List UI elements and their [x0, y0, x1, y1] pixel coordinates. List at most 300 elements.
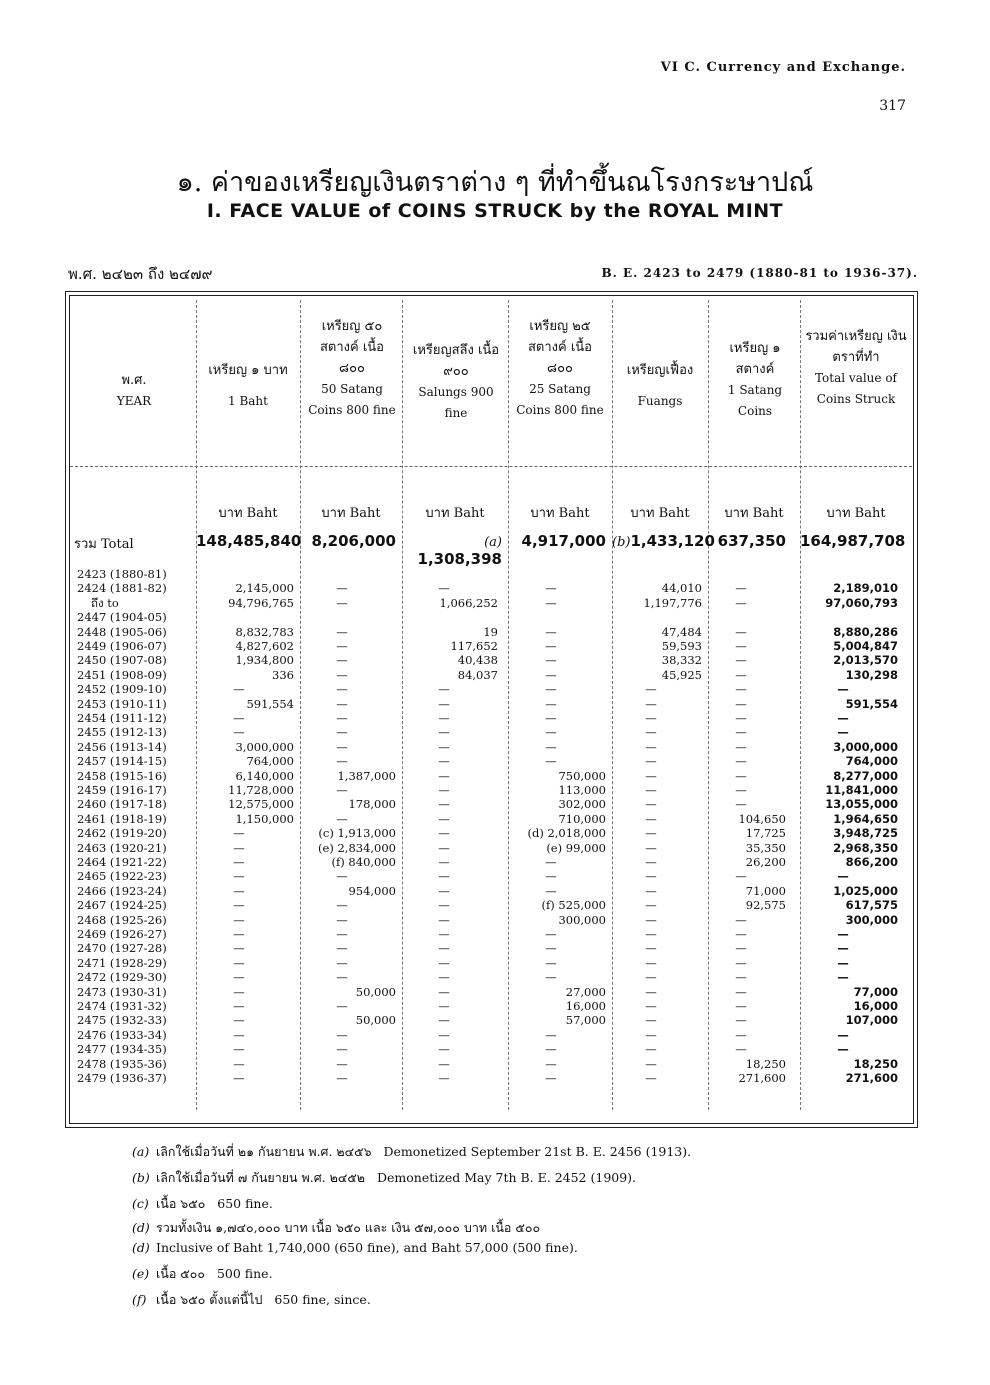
row-year: 2457 (1914-15)	[77, 754, 167, 769]
table-row	[0, 625, 990, 639]
row-cell: —	[645, 711, 657, 725]
row-cell: —	[735, 912, 747, 927]
footnote: (c) เนื้อ ๖๕๐ 650 fine.	[132, 1196, 273, 1211]
row-cell: —	[336, 955, 348, 970]
row-cell: —	[233, 1056, 245, 1071]
table-row	[0, 653, 990, 667]
row-cell: —	[735, 927, 747, 941]
row-cell: —	[336, 811, 348, 826]
row-cell: —	[735, 595, 747, 610]
row-cell: 2,145,000	[235, 581, 294, 596]
row-year: 2452 (1909-10)	[77, 682, 167, 697]
row-cell: —	[645, 1013, 657, 1028]
row-cell: —	[233, 725, 245, 740]
row-total-value: —	[837, 1042, 849, 1057]
total-all-coins: 164,987,708	[800, 532, 906, 550]
row-cell: —	[735, 1027, 747, 1042]
row-year: 2423 (1880-81)	[77, 567, 167, 581]
row-cell: —	[735, 639, 747, 653]
row-total-value: 300,000	[845, 912, 898, 927]
row-total-value: 3,000,000	[833, 739, 898, 754]
row-year: 2477 (1934-35)	[77, 1042, 167, 1057]
row-cell: —	[545, 754, 557, 769]
row-year: 2454 (1911-12)	[77, 711, 167, 725]
row-cell: —	[233, 855, 245, 869]
table-row	[0, 1071, 990, 1085]
row-year: 2472 (1929-30)	[77, 970, 167, 985]
row-cell: —	[438, 941, 450, 956]
row-total-value: 617,575	[845, 898, 898, 913]
row-year: 2451 (1908-09)	[77, 667, 167, 682]
footnote: (a) เลิกใช้เมื่อวันที่ ๒๑ กันยายน พ.ศ. ๒๔๕๖ Demonetized September 21st B. E. 2456 (1913).	[132, 1144, 692, 1159]
row-cell: 336	[272, 667, 294, 682]
row-total-value: 130,298	[845, 667, 898, 682]
row-cell: —	[735, 739, 747, 754]
row-cell: —	[735, 797, 747, 812]
row-cell: —	[438, 883, 450, 898]
row-total-value: 11,841,000	[825, 783, 898, 797]
table-row	[0, 855, 990, 869]
row-year: 2458 (1915-16)	[77, 768, 167, 783]
row-cell: 117,652	[450, 639, 498, 653]
row-total-value: 1,964,650	[833, 811, 898, 826]
row-total-value: —	[837, 682, 849, 697]
row-cell: 44,010	[661, 581, 702, 596]
row-year: 2479 (1936-37)	[77, 1071, 167, 1085]
table-row	[0, 682, 990, 696]
row-cell: —	[233, 869, 245, 884]
row-year: 2464 (1921-22)	[77, 855, 167, 869]
row-cell: —	[545, 1027, 557, 1042]
table-row	[0, 985, 990, 999]
row-cell: 84,037	[457, 667, 498, 682]
row-total-value: —	[837, 927, 849, 941]
row-total-value: 2,968,350	[833, 840, 898, 855]
row-cell: —	[645, 840, 657, 855]
row-cell: —	[735, 970, 747, 985]
row-cell: —	[545, 653, 557, 668]
row-total-value: 1,025,000	[833, 883, 898, 898]
row-cell: —	[545, 739, 557, 754]
row-cell: —	[645, 768, 657, 783]
row-cell: —	[233, 883, 245, 898]
total-fuangs	[612, 532, 715, 550]
row-cell: 271,600	[738, 1071, 786, 1085]
row-total-value: 2,189,010	[833, 581, 898, 596]
table-row	[0, 884, 990, 898]
footnote: (b) เลิกใช้เมื่อวันที่ ๗ กันยายน พ.ศ. ๒๔๕๒ Demonetized May 7th B. E. 2452 (1909).	[132, 1170, 637, 1185]
row-year: 2450 (1907-08)	[77, 653, 167, 668]
row-cell: —	[645, 797, 657, 812]
row-cell: —	[735, 581, 747, 596]
row-cell: —	[438, 739, 450, 754]
row-cell: —	[438, 912, 450, 927]
total-salungs-value: 1,308,398	[417, 550, 502, 568]
row-cell: —	[645, 912, 657, 927]
row-cell: —	[645, 1027, 657, 1042]
row-year: 2474 (1931-32)	[77, 999, 167, 1013]
row-cell: —	[438, 768, 450, 783]
row-cell: 47,484	[661, 624, 702, 639]
row-cell: —	[545, 682, 557, 697]
table-row	[0, 639, 990, 653]
row-total-value: 77,000	[853, 984, 898, 999]
row-cell: 11,728,000	[228, 783, 294, 797]
row-cell: —	[336, 912, 348, 927]
row-cell: —	[545, 941, 557, 956]
row-cell: —	[438, 869, 450, 884]
row-cell: —	[645, 1042, 657, 1057]
table-row	[0, 783, 990, 797]
total-salungs	[402, 532, 502, 568]
row-cell: —	[336, 999, 348, 1013]
row-total-value: 591,554	[845, 696, 898, 711]
row-cell: —	[438, 826, 450, 841]
table-row	[0, 596, 990, 610]
row-cell: 1,197,776	[643, 595, 702, 610]
unit-label: บาท Baht	[425, 506, 485, 521]
row-cell: 59,593	[661, 639, 702, 653]
row-year: 2462 (1919-20)	[77, 826, 167, 841]
unit-label: บาท Baht	[724, 506, 784, 521]
table-row	[0, 668, 990, 682]
row-cell: —	[735, 624, 747, 639]
row-total-value: 764,000	[845, 754, 898, 769]
row-cell: —	[438, 797, 450, 812]
row-year: 2473 (1930-31)	[77, 984, 167, 999]
row-total-value: —	[837, 941, 849, 956]
row-cell: —	[233, 912, 245, 927]
table-row	[0, 956, 990, 970]
row-cell: —	[438, 999, 450, 1013]
row-year: 2455 (1912-13)	[77, 725, 167, 740]
col-header-total: รวมค่าเหรียญ เงินตราที่ทำ Total value of Coins Struck	[805, 329, 907, 406]
range-thai: พ.ศ. ๒๔๒๓ ถึง ๒๔๗๙	[68, 265, 213, 283]
row-cell: —	[336, 725, 348, 740]
unit-label: บาท Baht	[321, 506, 381, 521]
row-cell: (f) 840,000	[331, 855, 396, 869]
row-cell: —	[336, 783, 348, 797]
row-cell: —	[336, 639, 348, 653]
row-cell: —	[645, 855, 657, 869]
row-total-value: —	[837, 711, 849, 725]
row-cell: 35,350	[745, 840, 786, 855]
row-cell: —	[645, 869, 657, 884]
row-total-value: 8,277,000	[833, 768, 898, 783]
footnote: (e) เนื้อ ๕๐๐ 500 fine.	[132, 1266, 273, 1281]
row-cell: (d) 2,018,000	[527, 826, 606, 841]
row-cell: —	[438, 855, 450, 869]
unit-label: บาท Baht	[630, 506, 690, 521]
row-cell: —	[645, 1071, 657, 1085]
row-cell: —	[545, 869, 557, 884]
row-cell: —	[545, 855, 557, 869]
row-cell: 17,725	[745, 826, 786, 841]
row-cell: —	[336, 667, 348, 682]
row-cell: —	[545, 725, 557, 740]
row-total-value: —	[837, 869, 849, 884]
row-cell: —	[233, 955, 245, 970]
row-cell: 300,000	[558, 912, 606, 927]
row-total-value: 271,600	[845, 1071, 898, 1085]
row-cell: —	[438, 984, 450, 999]
table-row	[0, 999, 990, 1013]
unit-label: บาท Baht	[530, 506, 590, 521]
row-cell: 38,332	[661, 653, 702, 668]
range-english: B. E. 2423 to 2479 (1880-81 to 1936-37).	[601, 266, 918, 280]
table-row	[0, 754, 990, 768]
row-cell: 104,650	[738, 811, 786, 826]
col-header-fuangs: เหรียญเฟื้อง Fuangs	[626, 363, 694, 408]
table-row	[0, 567, 990, 581]
table-row	[0, 826, 990, 840]
row-cell: —	[233, 984, 245, 999]
row-year: 2470 (1927-28)	[77, 941, 167, 956]
row-cell: —	[336, 1056, 348, 1071]
row-cell: 50,000	[355, 984, 396, 999]
row-year: 2447 (1904-05)	[77, 610, 167, 625]
table-row	[0, 812, 990, 826]
row-cell: —	[545, 1042, 557, 1057]
row-year: 2467 (1924-25)	[77, 898, 167, 913]
row-cell: —	[545, 667, 557, 682]
row-year: 2478 (1935-36)	[77, 1056, 167, 1071]
total-fuangs-value: 1,433,120	[630, 532, 715, 550]
table-row	[0, 898, 990, 912]
row-year: 2463 (1920-21)	[77, 840, 167, 855]
row-cell: —	[336, 682, 348, 697]
row-cell: —	[336, 869, 348, 884]
row-cell: —	[545, 1056, 557, 1071]
row-cell: —	[645, 725, 657, 740]
row-cell: (f) 525,000	[541, 898, 606, 913]
row-cell: —	[336, 696, 348, 711]
section-header: VI C. Currency and Exchange.	[660, 60, 906, 75]
row-cell: —	[438, 970, 450, 985]
title-thai: ๑. ค่าของเหรียญเงินตราต่าง ๆ ที่ทำขึ้นณโรงกระษาปณ์	[176, 167, 814, 198]
unit-label: บาท Baht	[218, 506, 278, 521]
row-cell: 750,000	[558, 768, 606, 783]
row-cell: 8,832,783	[235, 624, 294, 639]
total-50-satang: 8,206,000	[311, 532, 396, 550]
row-cell: 710,000	[558, 811, 606, 826]
row-total-value: 2,013,570	[833, 653, 898, 668]
row-cell: —	[438, 1027, 450, 1042]
row-cell: —	[438, 898, 450, 913]
row-cell: —	[233, 927, 245, 941]
row-total-value: 3,948,725	[833, 826, 898, 841]
table-row	[0, 797, 990, 811]
row-total-value: —	[837, 970, 849, 985]
row-cell: (e) 2,834,000	[318, 840, 396, 855]
row-year: 2465 (1922-23)	[77, 869, 167, 884]
row-year: 2456 (1913-14)	[77, 739, 167, 754]
row-cell: 764,000	[246, 754, 294, 769]
row-cell: 40,438	[457, 653, 498, 668]
row-cell: 26,200	[745, 855, 786, 869]
row-cell: 1,066,252	[439, 595, 498, 610]
table-row	[0, 1013, 990, 1027]
row-cell: —	[438, 1013, 450, 1028]
row-cell: 92,575	[745, 898, 786, 913]
row-cell: —	[735, 768, 747, 783]
col-header-salungs: เหรียญสลึง เนื้อ ๙๐๐ Salungs 900 fine	[412, 343, 500, 420]
table-row	[0, 1042, 990, 1056]
row-cell: 302,000	[558, 797, 606, 812]
row-cell: —	[645, 999, 657, 1013]
row-cell: —	[438, 581, 450, 596]
title-english: I. FACE VALUE of COINS STRUCK by the ROYAL MINT	[206, 200, 784, 222]
row-total-value: 5,004,847	[833, 639, 898, 653]
row-cell: —	[336, 927, 348, 941]
row-total-value: 13,055,000	[825, 797, 898, 812]
row-cell: 45,925	[661, 667, 702, 682]
row-cell: —	[233, 840, 245, 855]
row-cell: —	[645, 883, 657, 898]
row-cell: —	[438, 783, 450, 797]
row-cell: 19	[483, 624, 498, 639]
row-year: 2471 (1928-29)	[77, 955, 167, 970]
total-1-satang: 637,350	[717, 532, 786, 550]
row-cell: —	[233, 941, 245, 956]
row-cell: —	[438, 840, 450, 855]
row-cell: —	[645, 941, 657, 956]
row-cell: —	[438, 725, 450, 740]
row-cell: 3,000,000	[235, 739, 294, 754]
row-total-value: —	[837, 725, 849, 740]
row-cell: —	[336, 970, 348, 985]
table-row	[0, 769, 990, 783]
row-year: 2460 (1917-18)	[77, 797, 167, 812]
row-cell: —	[545, 955, 557, 970]
table-row	[0, 927, 990, 941]
row-year: 2475 (1932-33)	[77, 1013, 167, 1028]
total-25-satang: 4,917,000	[521, 532, 606, 550]
row-cell: —	[336, 898, 348, 913]
row-cell: —	[645, 696, 657, 711]
row-cell: —	[545, 696, 557, 711]
row-cell: —	[645, 927, 657, 941]
row-cell: —	[645, 754, 657, 769]
row-total-value: 8,880,286	[833, 624, 898, 639]
row-cell: —	[336, 595, 348, 610]
row-cell: —	[735, 711, 747, 725]
row-year: 2476 (1933-34)	[77, 1027, 167, 1042]
row-cell: 113,000	[558, 783, 606, 797]
row-cell: —	[438, 1042, 450, 1057]
row-cell: (e) 99,000	[546, 840, 606, 855]
total-1-baht: 148,485,840	[196, 532, 302, 550]
row-cell: 1,934,800	[235, 653, 294, 668]
row-cell: —	[645, 970, 657, 985]
row-cell: —	[336, 581, 348, 596]
row-cell: —	[545, 883, 557, 898]
row-cell: —	[545, 624, 557, 639]
row-year: ถึง to	[91, 595, 119, 610]
row-cell: —	[336, 739, 348, 754]
row-cell: —	[336, 711, 348, 725]
row-year: 2424 (1881-82)	[77, 581, 167, 596]
col-header-50-satang: เหรียญ ๕๐ สตางค์ เนื้อ ๘๐๐ 50 Satang Coins 800 fine	[308, 319, 396, 417]
row-cell: 27,000	[565, 984, 606, 999]
row-cell: —	[545, 1071, 557, 1085]
row-cell: —	[336, 941, 348, 956]
row-cell: 4,827,602	[235, 639, 294, 653]
row-cell: —	[233, 826, 245, 841]
row-cell: 12,575,000	[228, 797, 294, 812]
row-cell: —	[336, 754, 348, 769]
row-cell: —	[645, 783, 657, 797]
row-cell: —	[545, 711, 557, 725]
page-number: 317	[879, 98, 906, 114]
row-cell: —	[735, 869, 747, 884]
row-cell: —	[233, 970, 245, 985]
row-cell: 94,796,765	[228, 595, 294, 610]
row-year: 2468 (1925-26)	[77, 912, 167, 927]
row-cell: —	[233, 682, 245, 697]
row-cell: —	[336, 653, 348, 668]
row-cell: —	[735, 1013, 747, 1028]
row-cell: 16,000	[565, 999, 606, 1013]
footnote: (d) รวมทั้งเงิน ๑,๗๔๐,๐๐๐ บาท เนื้อ ๖๕๐ และ เงิน ๕๗,๐๐๐ บาท เนื้อ ๕๐๐	[132, 1220, 541, 1235]
table-row	[0, 970, 990, 984]
total-label: รวม Total	[74, 537, 134, 552]
row-cell: —	[545, 595, 557, 610]
row-cell: —	[336, 1071, 348, 1085]
row-total-value: 107,000	[845, 1013, 898, 1028]
row-cell: —	[233, 1071, 245, 1085]
row-year: 2448 (1905-06)	[77, 624, 167, 639]
table-row	[0, 711, 990, 725]
row-year: 2469 (1926-27)	[77, 927, 167, 941]
row-cell: 6,140,000	[235, 768, 294, 783]
table-row	[0, 913, 990, 927]
row-cell: —	[438, 955, 450, 970]
row-cell: —	[735, 653, 747, 668]
row-cell: —	[233, 711, 245, 725]
row-cell: 71,000	[745, 883, 786, 898]
row-cell: 178,000	[348, 797, 396, 812]
row-cell: —	[233, 898, 245, 913]
row-cell: —	[645, 984, 657, 999]
row-year: 2453 (1910-11)	[77, 696, 167, 711]
row-cell: —	[438, 1056, 450, 1071]
row-cell: (c) 1,913,000	[318, 826, 396, 841]
row-cell: —	[645, 739, 657, 754]
row-cell: —	[336, 1042, 348, 1057]
table-row	[0, 1057, 990, 1071]
row-total-value: 16,000	[853, 999, 898, 1013]
table-row	[0, 697, 990, 711]
row-cell: —	[545, 639, 557, 653]
row-cell: —	[735, 783, 747, 797]
row-cell: —	[336, 624, 348, 639]
row-cell: —	[233, 1027, 245, 1042]
header-divider	[70, 466, 912, 467]
row-cell: 954,000	[348, 883, 396, 898]
row-cell: —	[438, 1071, 450, 1085]
row-cell: —	[735, 984, 747, 999]
footnote: (f) เนื้อ ๖๕๐ ตั้งแต่นี้ไป 650 fine, since.	[132, 1292, 371, 1307]
row-cell: —	[735, 682, 747, 697]
row-cell: —	[545, 581, 557, 596]
table-row	[0, 610, 990, 624]
row-cell: —	[735, 725, 747, 740]
row-cell: 57,000	[565, 1013, 606, 1028]
row-cell: —	[438, 927, 450, 941]
table-row	[0, 869, 990, 883]
col-header-1-baht: เหรียญ ๑ บาท 1 Baht	[208, 363, 288, 408]
